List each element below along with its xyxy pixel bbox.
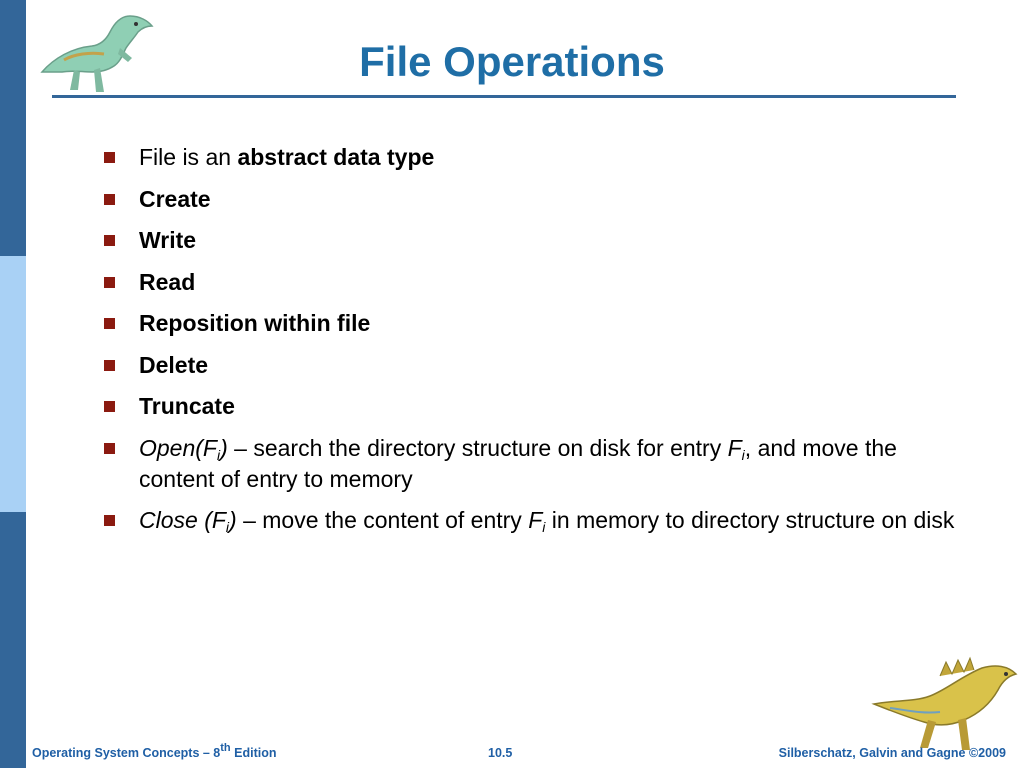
footer-page-number: 10.5: [488, 746, 513, 760]
square-bullet-icon: [104, 443, 115, 454]
list-item: File is an abstract data type: [104, 142, 964, 173]
sidebar-middle-block: [0, 256, 26, 512]
left-sidebar-band: [0, 0, 26, 768]
square-bullet-icon: [104, 515, 115, 526]
bullet-list: [104, 142, 964, 547]
list-item: Reposition within file: [104, 308, 964, 339]
title-divider: [52, 95, 956, 98]
square-bullet-icon: [104, 401, 115, 412]
list-item: Write: [104, 225, 964, 256]
list-item: Truncate: [104, 391, 964, 422]
square-bullet-icon: [104, 194, 115, 205]
sidebar-bottom-block: [0, 512, 26, 768]
page-title: File Operations: [359, 38, 665, 85]
list-item: Create: [104, 184, 964, 215]
square-bullet-icon: [104, 235, 115, 246]
list-item: Read: [104, 267, 964, 298]
square-bullet-icon: [104, 152, 115, 163]
square-bullet-icon: [104, 277, 115, 288]
footer-course-title: Operating System Concepts – 8th Edition: [32, 742, 277, 760]
list-item: $Open(F_i)$ – search the directory structure on disk for entry $F_i$, and move the content of entry to memory: [104, 433, 964, 495]
square-bullet-icon: [104, 318, 115, 329]
list-item: Close $(F_i)$ – move the content of entry $F_i$ in memory to directory structure on disk: [104, 505, 964, 536]
square-bullet-icon: [104, 360, 115, 371]
footer-copyright: Silberschatz, Galvin and Gagne ©2009: [778, 746, 1006, 760]
list-item: Delete: [104, 350, 964, 381]
dinosaur-footer-icon: [870, 656, 1020, 754]
